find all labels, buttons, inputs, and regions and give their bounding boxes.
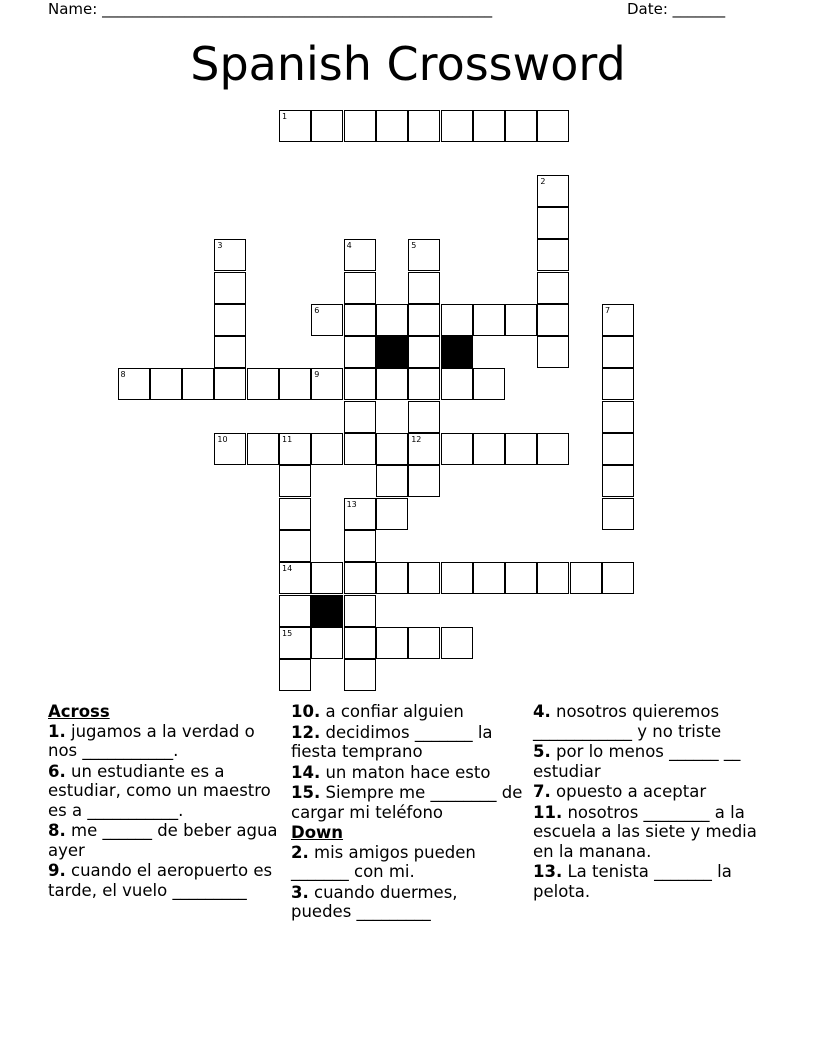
grid-cell[interactable] <box>408 465 440 497</box>
grid-cell[interactable] <box>247 433 279 465</box>
grid-cell[interactable] <box>214 433 246 465</box>
grid-cell[interactable] <box>441 110 473 142</box>
grid-cell[interactable] <box>537 336 569 368</box>
grid-cell[interactable] <box>214 272 246 304</box>
grid-cell[interactable] <box>279 562 311 594</box>
grid-cell[interactable] <box>150 368 182 400</box>
grid-cell[interactable] <box>408 110 440 142</box>
grid-cell[interactable] <box>344 627 376 659</box>
grid-cell[interactable] <box>311 627 343 659</box>
clue-number-label: 10. <box>291 702 321 721</box>
grid-cell[interactable] <box>311 304 343 336</box>
clue-number-label: 5. <box>533 742 551 761</box>
clue-text: cuando el aeropuerto es tarde, el vuelo _________ <box>48 861 273 900</box>
grid-cell[interactable] <box>602 433 634 465</box>
grid-cell[interactable] <box>602 562 634 594</box>
grid-cell[interactable] <box>376 368 408 400</box>
grid-cell[interactable] <box>473 562 505 594</box>
clue-number: 2 <box>540 176 546 186</box>
grid-cell[interactable] <box>344 336 376 368</box>
clue-number-label: 1. <box>48 721 66 741</box>
grid-cell[interactable] <box>344 368 376 400</box>
clue-text: me ______ de beber agua ayer <box>48 821 278 860</box>
grid-cell[interactable] <box>279 368 311 400</box>
clue-number: 8 <box>120 370 126 380</box>
clue-number: 12 <box>411 435 422 444</box>
grid-cell[interactable] <box>311 110 343 142</box>
grid-cell[interactable] <box>344 530 376 562</box>
clue-number: 1 <box>282 112 288 121</box>
clue-number-label: 8. <box>48 821 66 840</box>
clue-item <box>533 702 765 741</box>
grid-cell[interactable] <box>214 368 246 400</box>
grid-cell[interactable] <box>505 304 537 336</box>
grid-cell[interactable] <box>408 562 440 594</box>
grid-cell[interactable] <box>344 110 376 142</box>
grid-cell[interactable] <box>344 498 376 530</box>
grid-cell[interactable] <box>408 627 440 659</box>
grid-cell[interactable] <box>408 272 440 304</box>
grid-cell[interactable] <box>279 465 311 497</box>
clue-number: 14 <box>282 564 293 574</box>
grid-cell[interactable] <box>408 433 440 465</box>
grid-cell[interactable] <box>602 368 634 400</box>
clue-number-label: 6. <box>48 761 66 781</box>
grid-cell[interactable] <box>344 272 376 304</box>
grid-cell[interactable] <box>602 336 634 368</box>
clue-number: 15 <box>282 628 293 638</box>
grid-cell[interactable] <box>441 562 473 594</box>
grid-cell[interactable] <box>376 433 408 465</box>
grid-cell[interactable] <box>279 627 311 659</box>
clue-item <box>533 742 765 781</box>
clue-item <box>48 821 280 860</box>
grid-cell[interactable] <box>537 110 569 142</box>
grid-cell[interactable] <box>537 175 569 207</box>
grid-cell[interactable] <box>408 239 440 271</box>
grid-cell[interactable] <box>311 433 343 465</box>
grid-cell[interactable] <box>279 110 311 142</box>
clue-item <box>291 883 523 922</box>
down-clues-list-continued <box>533 702 765 901</box>
grid-cell[interactable] <box>602 401 634 433</box>
clue-number-label: 4. <box>533 702 551 721</box>
grid-cell[interactable] <box>441 304 473 336</box>
grid-cell[interactable] <box>408 368 440 400</box>
clue-number: 13 <box>346 499 357 509</box>
grid-cell[interactable] <box>311 368 343 400</box>
clue-text: opuesto a aceptar <box>550 782 707 801</box>
grid-cell[interactable] <box>602 498 634 530</box>
grid-cell[interactable] <box>311 562 343 594</box>
clue-item <box>291 763 523 783</box>
clue-text: decidimos _______ la fiesta temprano <box>291 722 493 761</box>
block-cell <box>376 336 408 368</box>
grid-cell[interactable] <box>214 239 246 271</box>
clue-text: Siempre me ________ de cargar mi teléfono <box>291 783 523 822</box>
grid-cell[interactable] <box>537 239 569 271</box>
clue-number-label: 2. <box>291 842 309 862</box>
block-cell <box>441 336 473 368</box>
grid-cell[interactable] <box>473 368 505 400</box>
clue-item <box>533 862 765 901</box>
grid-cell[interactable] <box>247 368 279 400</box>
clue-item <box>48 722 280 761</box>
clue-number-label: 15. <box>291 783 321 802</box>
clue-item <box>291 783 523 822</box>
grid-cell[interactable] <box>441 627 473 659</box>
grid-cell[interactable] <box>408 336 440 368</box>
grid-cell[interactable] <box>279 595 311 627</box>
clue-number: 5 <box>411 241 417 251</box>
clue-number: 7 <box>605 305 611 315</box>
grid-cell[interactable] <box>344 304 376 336</box>
grid-cell[interactable] <box>344 562 376 594</box>
clue-number: 3 <box>217 241 223 251</box>
clue-text: por lo menos ______ __ estudiar <box>533 742 741 781</box>
clue-item <box>291 723 523 762</box>
grid-cell[interactable] <box>344 433 376 465</box>
clue-text: nosotros ________ a la escuela a las siete y media en la manana. <box>533 802 757 861</box>
clue-item <box>533 782 765 802</box>
grid-cell[interactable] <box>279 659 311 691</box>
grid-cell[interactable] <box>408 401 440 433</box>
clue-item <box>291 702 523 722</box>
grid-cell[interactable] <box>505 562 537 594</box>
grid-cell[interactable] <box>505 433 537 465</box>
grid-cell[interactable] <box>537 272 569 304</box>
clue-number-label: 13. <box>533 862 563 881</box>
clue-text: a confiar alguien <box>320 702 464 721</box>
clue-text: mis amigos pueden _______ con mi. <box>291 842 476 881</box>
clues-column-2 <box>291 702 523 923</box>
grid-cell[interactable] <box>214 304 246 336</box>
clue-number-label: 9. <box>48 861 66 880</box>
clue-text: La tenista _______ la pelota. <box>533 862 732 901</box>
clue-number: 10 <box>217 435 228 444</box>
grid-cell[interactable] <box>376 562 408 594</box>
block-cell <box>311 595 343 627</box>
grid-cell[interactable] <box>279 498 311 530</box>
grid-cell[interactable] <box>473 110 505 142</box>
page-title: Spanish Crossword <box>190 37 626 91</box>
grid-cell[interactable] <box>279 530 311 562</box>
name-field-label: Name: ____________________________________________________ <box>48 0 493 18</box>
grid-cell[interactable] <box>570 562 602 594</box>
grid-cell[interactable] <box>408 304 440 336</box>
clue-item <box>291 843 523 882</box>
clue-item <box>533 803 765 862</box>
grid-cell[interactable] <box>505 110 537 142</box>
across-clues-list-continued <box>291 702 523 822</box>
clue-text: jugamos a la verdad o nos ___________. <box>48 721 255 760</box>
grid-cell[interactable] <box>376 304 408 336</box>
clue-item <box>48 762 280 821</box>
grid-cell[interactable] <box>537 562 569 594</box>
clue-item <box>48 861 280 900</box>
clue-text: un estudiante es a estudiar, como un maestro es a ___________. <box>48 761 271 820</box>
grid-cell[interactable] <box>344 401 376 433</box>
grid-cell[interactable] <box>376 498 408 530</box>
grid-cell[interactable] <box>473 304 505 336</box>
grid-cell[interactable] <box>214 336 246 368</box>
grid-cell[interactable] <box>376 110 408 142</box>
across-heading: Across <box>48 702 110 721</box>
grid-cell[interactable] <box>344 659 376 691</box>
clue-text: nosotros quieremos ____________ y no triste <box>533 702 722 741</box>
clue-number-label: 12. <box>291 722 321 742</box>
clue-text: un maton hace esto <box>320 762 491 782</box>
clue-number: 6 <box>314 305 320 315</box>
date-field-label: Date: _______ <box>627 0 726 18</box>
grid-cell[interactable] <box>376 465 408 497</box>
grid-cell[interactable] <box>182 368 214 400</box>
grid-cell[interactable] <box>537 207 569 239</box>
clue-number-label: 11. <box>533 802 563 822</box>
grid-cell[interactable] <box>602 304 634 336</box>
down-heading: Down <box>291 823 344 842</box>
grid-cell[interactable] <box>344 239 376 271</box>
grid-cell[interactable] <box>376 627 408 659</box>
grid-cell[interactable] <box>473 433 505 465</box>
grid-cell[interactable] <box>279 433 311 465</box>
clue-number: 4 <box>346 241 352 251</box>
grid-cell[interactable] <box>118 368 150 400</box>
clue-text: cuando duermes, puedes _________ <box>291 882 458 921</box>
clue-number-label: 14. <box>291 762 321 782</box>
clue-number-label: 7. <box>533 782 551 801</box>
grid-cell[interactable] <box>344 595 376 627</box>
clue-number-label: 3. <box>291 882 309 902</box>
clue-number: 9 <box>314 370 320 380</box>
grid-cell[interactable] <box>441 368 473 400</box>
clues-column-1 <box>48 702 280 901</box>
across-clues-list <box>48 722 280 901</box>
grid-cell[interactable] <box>537 304 569 336</box>
down-clues-list <box>291 843 523 922</box>
clues-column-3 <box>533 702 765 902</box>
grid-cell[interactable] <box>441 433 473 465</box>
grid-cell[interactable] <box>537 433 569 465</box>
grid-cell[interactable] <box>602 465 634 497</box>
clue-number: 11 <box>282 435 293 444</box>
